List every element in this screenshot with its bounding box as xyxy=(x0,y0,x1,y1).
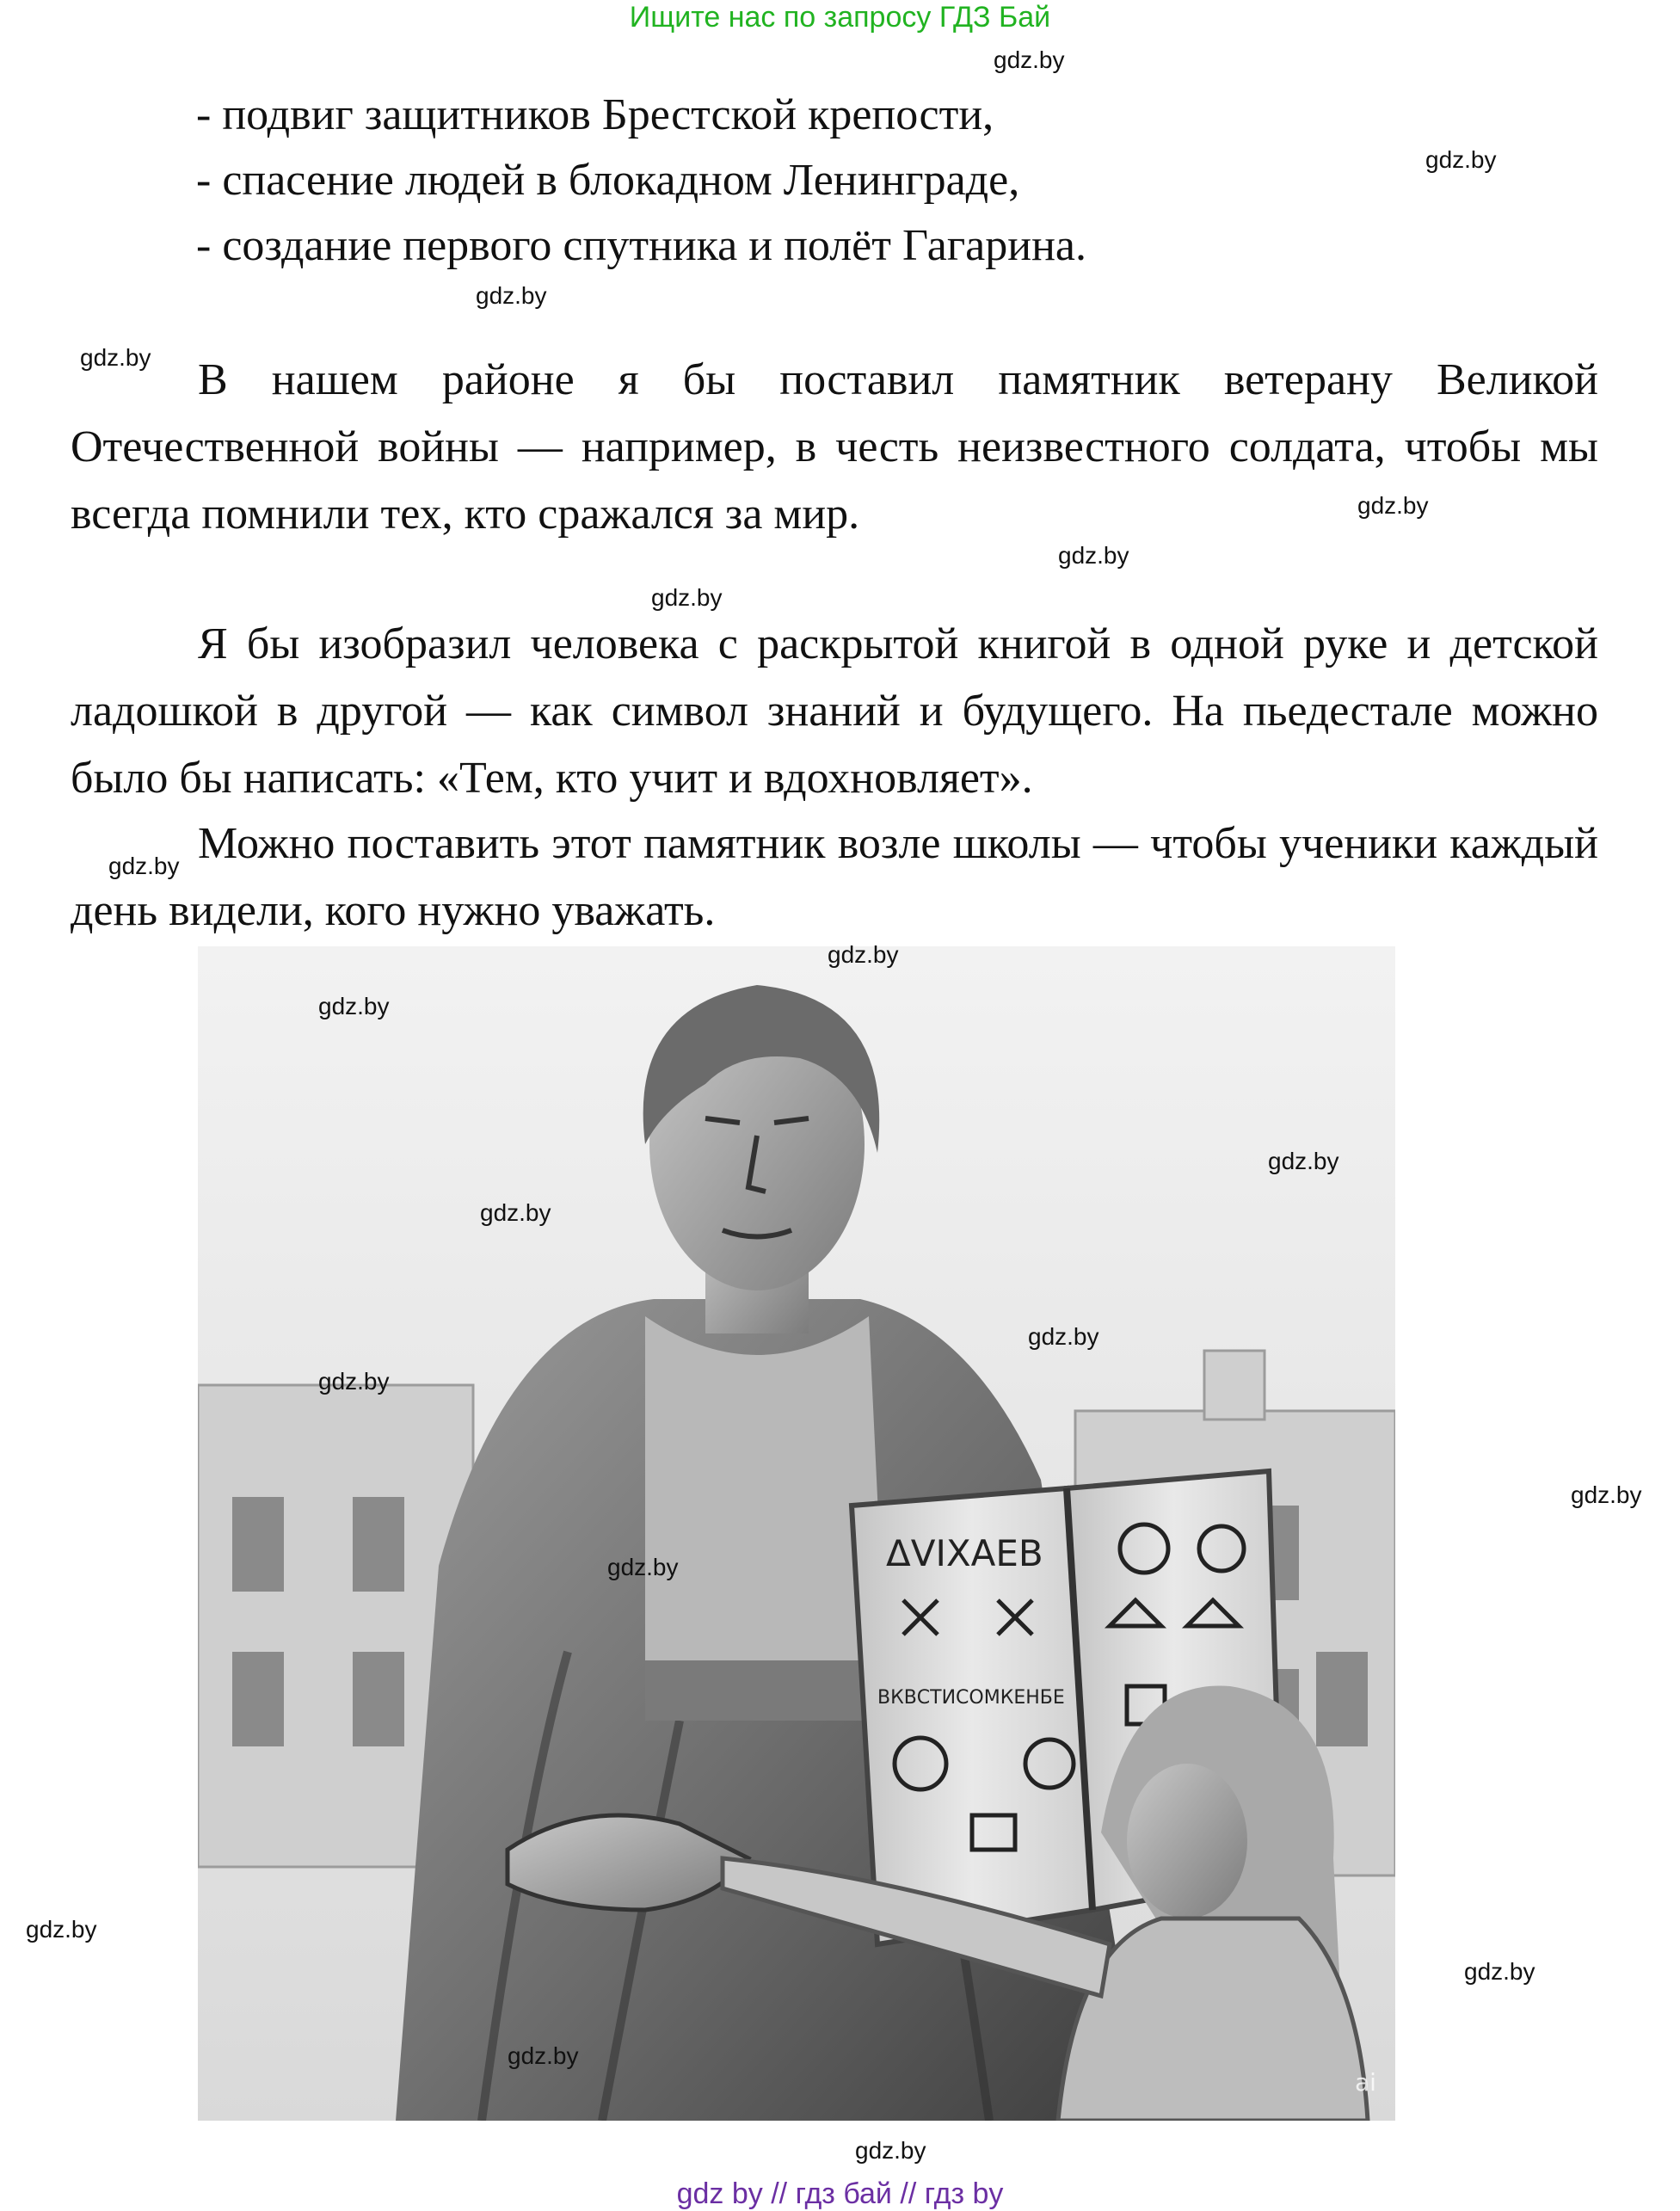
top-banner[interactable]: Ищите нас по запросу ГДЗ Бай xyxy=(629,1,1051,34)
watermark: gdz.by xyxy=(508,2042,579,2069)
watermark: gdz.by xyxy=(476,282,547,309)
watermark: gdz.by xyxy=(1058,542,1129,569)
footer-link-gdz-by-ru[interactable]: гдз by xyxy=(924,2177,1004,2210)
watermark: gdz.by xyxy=(80,344,151,371)
bullet-item: - создание первого спутника и полёт Гагарина. xyxy=(196,221,1086,270)
watermark: gdz.by xyxy=(651,584,723,611)
monument-illustration xyxy=(198,946,1395,2121)
watermark: gdz.by xyxy=(1464,1958,1535,1985)
watermark: gdz.by xyxy=(994,46,1065,73)
watermark: gdz.by xyxy=(1357,492,1429,519)
watermark: gdz.by xyxy=(480,1199,551,1226)
paragraph-monument-veteran: В нашем районе я бы поставил памятник ветерану Великой Отечественной войны — например, в честь неизвестного солдата, чтобы мы всегда помнили тех, кто сражался за мир. xyxy=(71,355,1598,539)
book-row-text: ВКВСТИСОМКЕНБЕ xyxy=(877,1687,1065,1709)
bullet-item: - подвиг защитников Брестской крепости, xyxy=(196,90,994,139)
watermark: gdz.by xyxy=(318,993,390,1019)
book-title-left: ΔVIXAEB xyxy=(886,1532,1043,1574)
paragraph-monument-idea: Я бы изобразил человека с раскрытой книгой в одной руке и детской ладошкой в другой — как символ знаний и будущего. На пьедестале можно было бы написать: «Тем, кто учит и вдохновляет». xyxy=(71,619,1598,803)
footer-separator: // xyxy=(771,2177,788,2210)
bullet-item: - спасение людей в блокадном Ленинграде, xyxy=(196,156,1020,205)
footer-separator: // xyxy=(900,2177,917,2210)
statue-tunic xyxy=(645,1316,886,1678)
watermark: gdz.by xyxy=(607,1554,679,1580)
watermark: gdz.by xyxy=(855,2137,926,2164)
watermark: gdz.by xyxy=(1028,1323,1099,1350)
child-face xyxy=(1127,1764,1247,1918)
watermark: gdz.by xyxy=(1571,1481,1642,1508)
watermark: gdz.by xyxy=(1425,146,1497,173)
watermark: gdz.by xyxy=(26,1916,97,1943)
watermark: gdz.by xyxy=(1268,1148,1339,1174)
watermark: gdz.by xyxy=(108,853,180,879)
footer-link-gdz-bai[interactable]: гдз бай xyxy=(795,2177,892,2210)
ai-corner-mark: ai xyxy=(1355,2068,1376,2097)
paragraph-monument-location: Можно поставить этот памятник возле школы — чтобы ученики каждый день видели, кого нужно уважать. xyxy=(71,819,1598,935)
footer-links xyxy=(0,2177,1680,2211)
watermark: gdz.by xyxy=(318,1368,390,1395)
footer-link-gdz-by[interactable]: gdz by xyxy=(676,2177,763,2210)
watermark: gdz.by xyxy=(828,941,899,968)
